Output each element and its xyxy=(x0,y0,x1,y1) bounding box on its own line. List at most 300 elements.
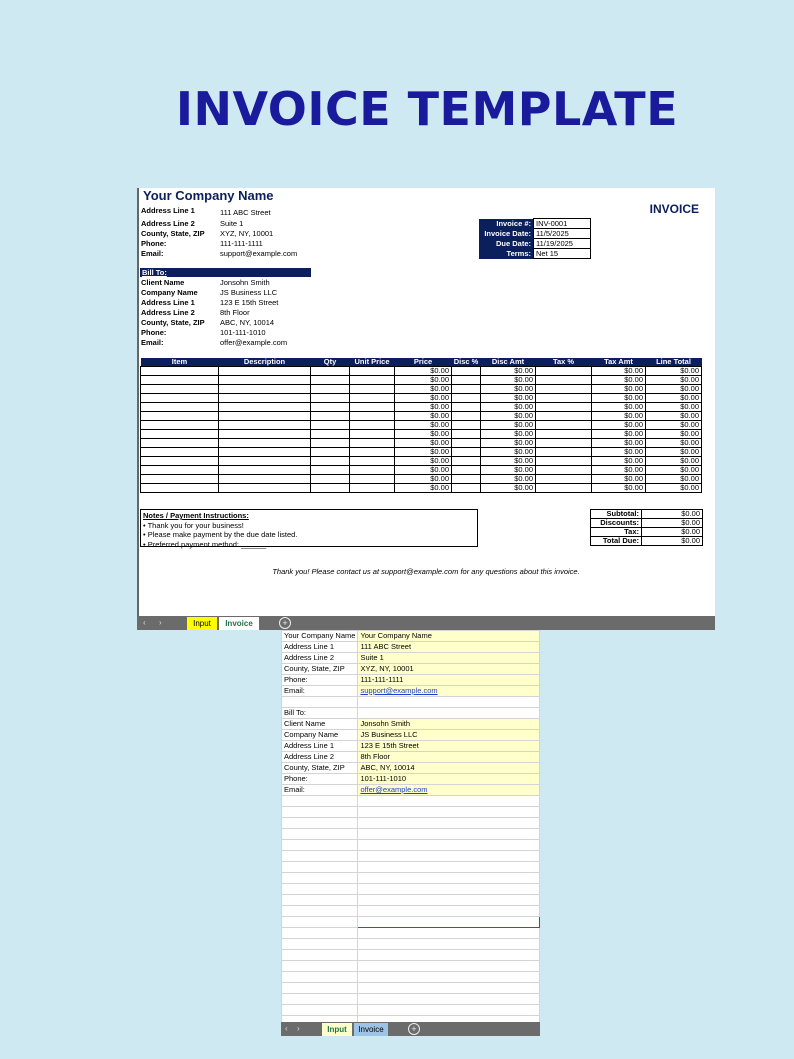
table-cell[interactable] xyxy=(452,403,481,412)
tab-invoice[interactable]: Invoice xyxy=(354,1023,388,1036)
table-cell[interactable] xyxy=(452,484,481,493)
grid-label-cell[interactable] xyxy=(282,961,358,972)
table-cell[interactable]: $0.00 xyxy=(646,466,702,475)
table-cell[interactable]: $0.00 xyxy=(646,403,702,412)
scroll-right-icon[interactable]: › xyxy=(159,618,162,627)
grid-label-cell[interactable]: Address Line 2 xyxy=(282,653,358,664)
grid-value-cell[interactable]: 8th Floor xyxy=(358,752,540,763)
grid-value-cell[interactable]: 123 E 15th Street xyxy=(358,741,540,752)
company-value: 111-111-1111 xyxy=(220,239,263,248)
grid-value-cell[interactable] xyxy=(358,851,540,862)
grid-value-cell[interactable] xyxy=(358,708,540,719)
table-cell[interactable]: $0.00 xyxy=(395,439,452,448)
grid-value-cell[interactable] xyxy=(358,862,540,873)
column-header: Line Total xyxy=(646,358,702,367)
total-label: Discounts: xyxy=(591,519,642,528)
table-cell[interactable]: $0.00 xyxy=(395,421,452,430)
table-cell[interactable] xyxy=(536,385,592,394)
table-cell[interactable]: $0.00 xyxy=(592,412,646,421)
grid-label-cell[interactable]: Phone: xyxy=(282,675,358,686)
table-cell[interactable] xyxy=(141,448,219,457)
grid-row xyxy=(282,961,540,972)
table-cell[interactable] xyxy=(219,466,311,475)
company-label: County, State, ZIP xyxy=(141,229,205,238)
table-cell[interactable] xyxy=(536,475,592,484)
table-cell[interactable] xyxy=(350,448,395,457)
note-line: • Preferred payment method: ______ xyxy=(143,539,267,549)
table-cell[interactable]: $0.00 xyxy=(646,367,702,376)
add-sheet-icon[interactable]: + xyxy=(279,617,291,629)
grid-label-cell[interactable] xyxy=(282,906,358,917)
table-cell[interactable]: $0.00 xyxy=(395,385,452,394)
meta-label: Invoice Date: xyxy=(479,229,534,239)
table-cell[interactable] xyxy=(350,421,395,430)
tab-input[interactable]: Input xyxy=(187,617,217,630)
table-cell[interactable] xyxy=(311,439,350,448)
table-cell[interactable]: $0.00 xyxy=(481,448,536,457)
column-header: Qty xyxy=(311,358,350,367)
grid-label-cell[interactable] xyxy=(282,829,358,840)
selected-cell[interactable] xyxy=(358,917,540,928)
table-cell[interactable] xyxy=(350,367,395,376)
company-label: Address Line 2 xyxy=(141,219,195,228)
scroll-left-icon[interactable]: ‹ xyxy=(143,618,146,627)
table-cell[interactable] xyxy=(141,430,219,439)
table-cell[interactable]: $0.00 xyxy=(592,448,646,457)
table-cell[interactable]: $0.00 xyxy=(646,385,702,394)
grid-label-cell[interactable]: County, State, ZIP xyxy=(282,664,358,675)
table-cell[interactable] xyxy=(141,412,219,421)
table-cell[interactable]: $0.00 xyxy=(646,376,702,385)
table-row xyxy=(141,403,702,412)
table-cell[interactable] xyxy=(536,484,592,493)
table-row xyxy=(141,385,702,394)
notes-box xyxy=(140,509,478,547)
bill-value: 101-111-1010 xyxy=(220,328,266,337)
meta-label: Invoice #: xyxy=(479,219,534,229)
grid-label-cell[interactable] xyxy=(282,972,358,983)
grid-label-cell[interactable] xyxy=(282,983,358,994)
grid-value-cell[interactable] xyxy=(358,961,540,972)
table-cell[interactable] xyxy=(536,430,592,439)
table-cell[interactable]: $0.00 xyxy=(395,448,452,457)
grid-label-cell[interactable]: Address Line 2 xyxy=(282,752,358,763)
table-cell[interactable]: $0.00 xyxy=(592,376,646,385)
scroll-left-icon[interactable]: ‹ xyxy=(285,1024,288,1033)
table-cell[interactable]: $0.00 xyxy=(395,376,452,385)
table-cell[interactable] xyxy=(219,385,311,394)
table-cell[interactable]: $0.00 xyxy=(395,430,452,439)
table-cell[interactable]: $0.00 xyxy=(481,403,536,412)
grid-label-cell[interactable]: Address Line 1 xyxy=(282,642,358,653)
table-cell[interactable] xyxy=(536,412,592,421)
table-cell[interactable]: $0.00 xyxy=(646,430,702,439)
table-row xyxy=(141,421,702,430)
table-cell[interactable] xyxy=(536,367,592,376)
column-header: Description xyxy=(219,358,311,367)
grid-value-cell[interactable] xyxy=(358,994,540,1005)
table-cell[interactable]: $0.00 xyxy=(481,457,536,466)
table-cell[interactable]: $0.00 xyxy=(592,385,646,394)
table-cell[interactable]: $0.00 xyxy=(592,439,646,448)
table-cell[interactable] xyxy=(311,448,350,457)
table-cell[interactable]: $0.00 xyxy=(481,385,536,394)
table-cell[interactable]: $0.00 xyxy=(592,403,646,412)
grid-label-cell[interactable] xyxy=(282,884,358,895)
table-cell[interactable] xyxy=(219,421,311,430)
table-cell[interactable] xyxy=(141,466,219,475)
table-row xyxy=(141,448,702,457)
table-cell[interactable] xyxy=(311,376,350,385)
table-cell[interactable] xyxy=(311,385,350,394)
line-items-table xyxy=(140,358,702,493)
table-cell[interactable] xyxy=(311,475,350,484)
table-row xyxy=(141,376,702,385)
company-name: Your Company Name xyxy=(143,188,274,203)
table-cell[interactable] xyxy=(141,439,219,448)
grid-row xyxy=(282,664,540,675)
grid-row xyxy=(282,807,540,818)
table-cell[interactable]: $0.00 xyxy=(592,484,646,493)
table-cell[interactable] xyxy=(536,448,592,457)
table-cell[interactable] xyxy=(141,385,219,394)
grid-value-cell[interactable] xyxy=(358,950,540,961)
table-row xyxy=(141,439,702,448)
grid-label-cell[interactable] xyxy=(282,950,358,961)
grid-label-cell[interactable]: Email: xyxy=(282,686,358,697)
grid-label-cell[interactable] xyxy=(282,840,358,851)
grid-label-cell[interactable]: Address Line 1 xyxy=(282,741,358,752)
table-cell[interactable]: $0.00 xyxy=(481,430,536,439)
grid-value-cell[interactable] xyxy=(358,796,540,807)
total-value: $0.00 xyxy=(642,519,703,528)
grid-value-cell[interactable]: ABC, NY, 10014 xyxy=(358,763,540,774)
table-cell[interactable] xyxy=(452,421,481,430)
table-cell[interactable] xyxy=(219,430,311,439)
meta-value: 11/5/2025 xyxy=(534,229,591,239)
grid-value-cell[interactable]: 111-111-1111 xyxy=(358,675,540,686)
table-cell[interactable]: $0.00 xyxy=(481,412,536,421)
tab-input[interactable]: Input xyxy=(322,1023,352,1036)
grid-row xyxy=(282,708,540,719)
table-cell[interactable] xyxy=(350,385,395,394)
table-cell[interactable] xyxy=(452,367,481,376)
column-header: Price xyxy=(395,358,452,367)
table-cell[interactable] xyxy=(219,475,311,484)
grid-label-cell[interactable] xyxy=(282,917,358,928)
bill-label: Address Line 1 xyxy=(141,298,195,307)
table-cell[interactable] xyxy=(536,394,592,403)
column-header: Disc Amt xyxy=(481,358,536,367)
grid-label-cell[interactable] xyxy=(282,1005,358,1016)
table-cell[interactable] xyxy=(536,403,592,412)
table-cell[interactable]: $0.00 xyxy=(592,394,646,403)
company-value: support@example.com xyxy=(220,249,298,258)
table-cell[interactable] xyxy=(311,403,350,412)
table-cell[interactable] xyxy=(219,412,311,421)
table-cell[interactable] xyxy=(536,376,592,385)
grid-label-cell[interactable]: Your Company Name xyxy=(282,631,358,642)
bill-label: Address Line 2 xyxy=(141,308,195,317)
grid-row xyxy=(282,675,540,686)
grid-row xyxy=(282,763,540,774)
table-cell[interactable] xyxy=(311,457,350,466)
grid-value-cell[interactable] xyxy=(358,697,540,708)
table-cell[interactable]: $0.00 xyxy=(646,475,702,484)
grid-label-cell[interactable] xyxy=(282,895,358,906)
table-cell[interactable] xyxy=(536,466,592,475)
table-cell[interactable] xyxy=(311,367,350,376)
meta-label: Due Date: xyxy=(479,239,534,249)
meta-value: INV-0001 xyxy=(534,219,591,229)
grid-value-cell[interactable]: offer@example.com xyxy=(358,785,540,796)
grid-label-cell[interactable] xyxy=(282,994,358,1005)
table-cell[interactable]: $0.00 xyxy=(481,367,536,376)
table-cell[interactable] xyxy=(350,376,395,385)
grid-value-cell[interactable] xyxy=(358,906,540,917)
table-cell[interactable] xyxy=(141,475,219,484)
table-cell[interactable] xyxy=(452,457,481,466)
table-cell[interactable] xyxy=(350,412,395,421)
table-cell[interactable]: $0.00 xyxy=(395,466,452,475)
grid-value-cell[interactable]: Jonsohn Smith xyxy=(358,719,540,730)
table-cell[interactable]: $0.00 xyxy=(481,376,536,385)
grid-row xyxy=(282,774,540,785)
table-cell[interactable] xyxy=(141,394,219,403)
meta-label: Terms: xyxy=(479,249,534,259)
table-cell[interactable] xyxy=(311,466,350,475)
table-cell[interactable] xyxy=(452,439,481,448)
bill-to-header: Bill To: xyxy=(140,268,311,277)
table-cell[interactable]: $0.00 xyxy=(395,367,452,376)
grid-label-cell[interactable]: Company Name xyxy=(282,730,358,741)
grid-value-cell[interactable] xyxy=(358,928,540,939)
grid-value-cell[interactable] xyxy=(358,884,540,895)
grid-row xyxy=(282,719,540,730)
grid-value-cell[interactable] xyxy=(358,807,540,818)
table-cell[interactable] xyxy=(311,421,350,430)
bill-label: Email: xyxy=(141,338,164,347)
table-cell[interactable] xyxy=(219,376,311,385)
table-row xyxy=(141,430,702,439)
grid-value-cell[interactable] xyxy=(358,873,540,884)
total-value: $0.00 xyxy=(642,537,703,546)
table-cell[interactable] xyxy=(452,466,481,475)
grid-row xyxy=(282,1005,540,1016)
grid-row xyxy=(282,785,540,796)
table-cell[interactable] xyxy=(350,394,395,403)
table-cell[interactable]: $0.00 xyxy=(481,475,536,484)
table-cell[interactable]: $0.00 xyxy=(395,457,452,466)
grid-row xyxy=(282,631,540,642)
grid-row xyxy=(282,818,540,829)
grid-value-cell[interactable] xyxy=(358,1005,540,1016)
grid-value-cell[interactable]: JS Business LLC xyxy=(358,730,540,741)
scroll-right-icon[interactable]: › xyxy=(297,1024,300,1033)
bill-label: Company Name xyxy=(141,288,198,297)
meta-value: 11/19/2025 xyxy=(534,239,591,249)
grid-label-cell[interactable] xyxy=(282,873,358,884)
table-cell[interactable] xyxy=(350,403,395,412)
grid-label-cell[interactable] xyxy=(282,807,358,818)
table-cell[interactable]: $0.00 xyxy=(646,394,702,403)
table-cell[interactable] xyxy=(141,421,219,430)
grid-label-cell[interactable] xyxy=(282,939,358,950)
bill-label: Phone: xyxy=(141,328,167,337)
bill-value: 123 E 15th Street xyxy=(220,298,279,307)
table-cell[interactable] xyxy=(141,367,219,376)
column-header: Disc % xyxy=(452,358,481,367)
table-cell[interactable]: $0.00 xyxy=(395,394,452,403)
grid-row xyxy=(282,829,540,840)
table-cell[interactable] xyxy=(141,484,219,493)
bill-label: Client Name xyxy=(141,278,185,287)
table-cell[interactable] xyxy=(311,430,350,439)
table-cell[interactable] xyxy=(350,475,395,484)
table-cell[interactable] xyxy=(536,421,592,430)
invoice-sheet xyxy=(137,188,715,630)
table-cell[interactable] xyxy=(219,484,311,493)
column-header: Tax % xyxy=(536,358,592,367)
grid-value-cell[interactable]: 111 ABC Street xyxy=(358,642,540,653)
table-cell[interactable] xyxy=(452,412,481,421)
table-cell[interactable] xyxy=(350,430,395,439)
note-line: • Please make payment by the due date listed. xyxy=(143,530,298,539)
table-cell[interactable] xyxy=(219,448,311,457)
grid-row xyxy=(282,851,540,862)
table-cell[interactable]: $0.00 xyxy=(646,457,702,466)
bill-value: 8th Floor xyxy=(220,308,250,317)
tab-invoice[interactable]: Invoice xyxy=(219,617,259,630)
company-label: Email: xyxy=(141,249,164,258)
table-cell[interactable]: $0.00 xyxy=(395,475,452,484)
grid-label-cell[interactable]: Client Name xyxy=(282,719,358,730)
table-cell[interactable] xyxy=(350,484,395,493)
table-cell[interactable] xyxy=(311,394,350,403)
grid-label-cell[interactable] xyxy=(282,697,358,708)
table-cell[interactable] xyxy=(350,439,395,448)
grid-row xyxy=(282,686,540,697)
table-cell[interactable] xyxy=(311,412,350,421)
table-cell[interactable]: $0.00 xyxy=(481,466,536,475)
grid-value-cell[interactable] xyxy=(358,840,540,851)
table-cell[interactable]: $0.00 xyxy=(592,367,646,376)
table-cell[interactable]: $0.00 xyxy=(592,421,646,430)
table-row xyxy=(141,475,702,484)
table-cell[interactable] xyxy=(219,439,311,448)
table-cell[interactable] xyxy=(536,439,592,448)
table-cell[interactable] xyxy=(219,457,311,466)
table-cell[interactable]: $0.00 xyxy=(481,421,536,430)
grid-value-cell[interactable] xyxy=(358,939,540,950)
grid-value-cell[interactable] xyxy=(358,983,540,994)
grid-row xyxy=(282,862,540,873)
table-row xyxy=(141,484,702,493)
table-cell[interactable] xyxy=(141,403,219,412)
table-cell[interactable]: $0.00 xyxy=(646,439,702,448)
table-cell[interactable] xyxy=(452,475,481,484)
table-row xyxy=(141,466,702,475)
table-cell[interactable]: $0.00 xyxy=(481,484,536,493)
table-cell[interactable] xyxy=(452,376,481,385)
grid-label-cell[interactable] xyxy=(282,928,358,939)
table-cell[interactable] xyxy=(452,448,481,457)
table-cell[interactable]: $0.00 xyxy=(395,412,452,421)
grid-label-cell[interactable]: Phone: xyxy=(282,774,358,785)
column-header: Item xyxy=(141,358,219,367)
table-cell[interactable] xyxy=(350,457,395,466)
grid-value-cell[interactable] xyxy=(358,972,540,983)
table-cell[interactable] xyxy=(141,457,219,466)
table-cell[interactable] xyxy=(219,367,311,376)
grid-value-cell[interactable] xyxy=(358,818,540,829)
grid-row xyxy=(282,653,540,664)
grid-label-cell[interactable]: County, State, ZIP xyxy=(282,763,358,774)
grid-row xyxy=(282,796,540,807)
add-sheet-icon[interactable]: + xyxy=(408,1023,420,1035)
table-cell[interactable]: $0.00 xyxy=(592,430,646,439)
total-label: Subtotal: xyxy=(591,510,642,519)
grid-value-cell[interactable] xyxy=(358,829,540,840)
table-cell[interactable]: $0.00 xyxy=(646,448,702,457)
grid-label-cell[interactable]: Bill To: xyxy=(282,708,358,719)
grid-value-cell[interactable]: 101-111-1010 xyxy=(358,774,540,785)
table-cell[interactable]: $0.00 xyxy=(592,457,646,466)
grid-label-cell[interactable] xyxy=(282,818,358,829)
table-cell[interactable]: $0.00 xyxy=(481,439,536,448)
grid-label-cell[interactable] xyxy=(282,862,358,873)
input-grid xyxy=(281,630,540,1027)
table-cell[interactable] xyxy=(219,394,311,403)
table-cell[interactable]: $0.00 xyxy=(646,421,702,430)
table-cell[interactable] xyxy=(452,430,481,439)
grid-label-cell[interactable] xyxy=(282,796,358,807)
table-cell[interactable]: $0.00 xyxy=(646,412,702,421)
grid-value-cell[interactable]: support@example.com xyxy=(358,686,540,697)
table-cell[interactable] xyxy=(350,466,395,475)
table-cell[interactable]: $0.00 xyxy=(592,475,646,484)
grid-value-cell[interactable]: Suite 1 xyxy=(358,653,540,664)
table-cell[interactable] xyxy=(219,403,311,412)
grid-row xyxy=(282,840,540,851)
table-cell[interactable] xyxy=(536,457,592,466)
bill-value: Jonsohn Smith xyxy=(220,278,270,287)
table-row xyxy=(141,367,702,376)
table-cell[interactable] xyxy=(311,484,350,493)
table-cell[interactable] xyxy=(452,385,481,394)
total-value: $0.00 xyxy=(642,510,703,519)
company-value: XYZ, NY, 10001 xyxy=(220,229,274,238)
company-value: 111 ABC Street xyxy=(220,208,271,217)
table-row xyxy=(141,457,702,466)
grid-value-cell[interactable]: XYZ, NY, 10001 xyxy=(358,664,540,675)
table-cell[interactable]: $0.00 xyxy=(395,484,452,493)
grid-value-cell[interactable]: Your Company Name xyxy=(358,631,540,642)
table-cell[interactable] xyxy=(452,394,481,403)
table-cell[interactable]: $0.00 xyxy=(481,394,536,403)
table-cell[interactable] xyxy=(141,376,219,385)
grid-row xyxy=(282,730,540,741)
table-cell[interactable]: $0.00 xyxy=(646,484,702,493)
grid-label-cell[interactable]: Email: xyxy=(282,785,358,796)
table-cell[interactable]: $0.00 xyxy=(592,466,646,475)
grid-row xyxy=(282,741,540,752)
table-cell[interactable]: $0.00 xyxy=(395,403,452,412)
grid-label-cell[interactable] xyxy=(282,851,358,862)
grid-value-cell[interactable] xyxy=(358,895,540,906)
bill-label: County, State, ZIP xyxy=(141,318,205,327)
total-value: $0.00 xyxy=(642,528,703,537)
